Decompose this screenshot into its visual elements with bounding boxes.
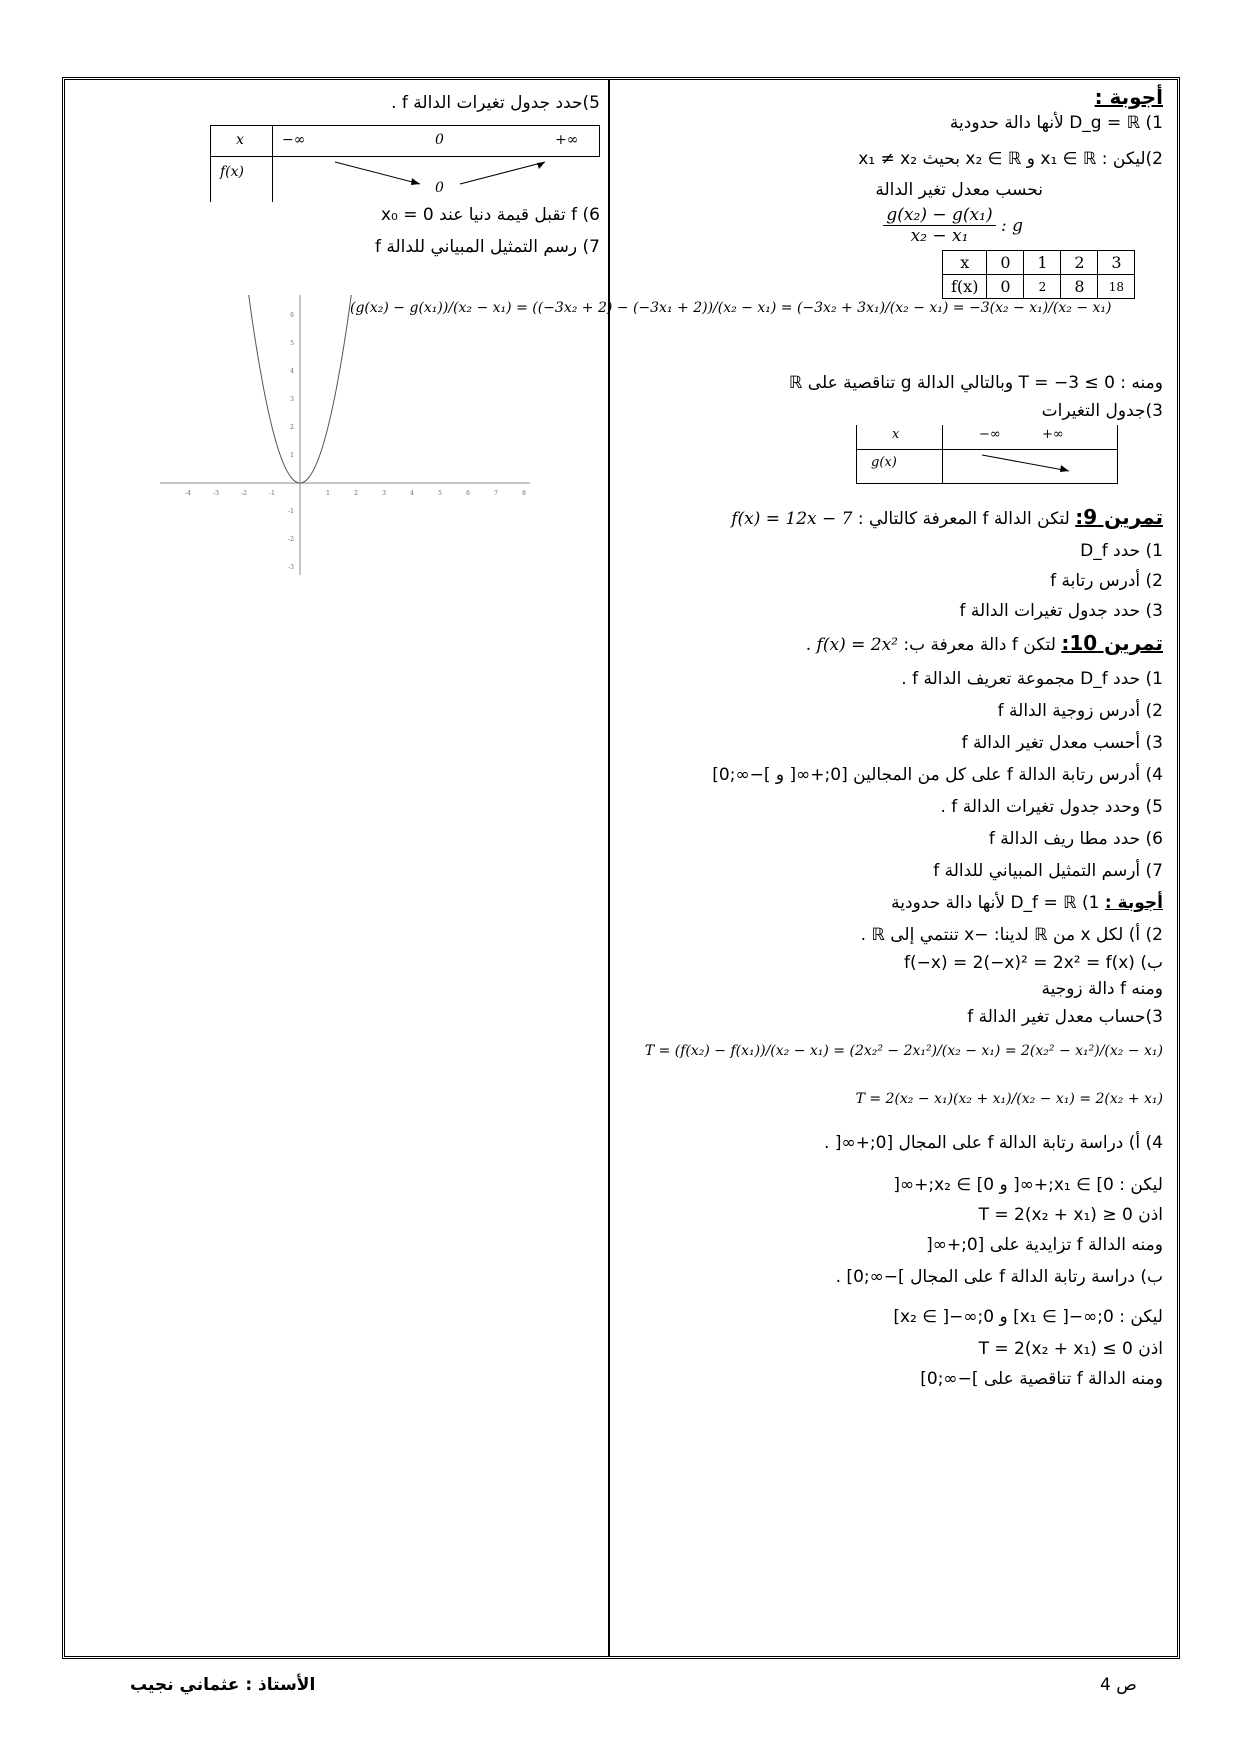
left-q7: 7) رسم التمثيل المبياني للدالة f xyxy=(374,237,600,257)
y-tick-label: 5 xyxy=(290,340,294,347)
column-divider xyxy=(608,80,610,1656)
teacher-name: الأستاذ : عثماني نجيب xyxy=(130,1675,316,1695)
values-cell: 0 xyxy=(987,251,1024,275)
y-tick-label: 2 xyxy=(290,424,294,431)
ans2-4e: ب) دراسة رتابة الدالة f على المجال ]−∞;0] . xyxy=(835,1267,1163,1287)
ex10-q7: 7) أرسم التمثيل المبياني للدالة f xyxy=(933,861,1163,881)
answer-1: 1) D_g = ℝ لأنها دالة حدودية xyxy=(949,113,1163,133)
y-tick-label: -3 xyxy=(288,564,294,571)
rate-fraction xyxy=(883,205,1023,247)
rate-numerator: g(x₂) − g(x₁) xyxy=(883,205,995,226)
x-tick-label: -2 xyxy=(241,490,247,497)
y-tick-label: 4 xyxy=(290,368,294,375)
x-tick-label: 8 xyxy=(522,490,526,497)
ex9-q1: 1) حدد D_f xyxy=(1080,541,1163,561)
x-tick-label: -3 xyxy=(213,490,219,497)
values-table xyxy=(942,250,1135,299)
values-cell: f(x) xyxy=(943,275,987,299)
ex10-q1: 1) حدد D_f مجموعة تعريف الدالة f . xyxy=(901,669,1163,689)
ex10-q5: 5) وحدد جدول تغيرات الدالة f . xyxy=(940,797,1163,817)
page-number: ص 4 xyxy=(1100,1675,1137,1695)
difference-quotient-calc: (g(x₂) − g(x₁))/(x₂ − x₁) = ((−3x₂ + 2) − (−3x₁ + 2))/(x₂ − x₁) = (−3x₂ + 3x₁)/(x₂ − x₁) = −3(x₂ − x₁)/(x₂ − x₁) xyxy=(350,300,1112,316)
x-tick-label: 4 xyxy=(410,490,414,497)
x-tick-label: -1 xyxy=(269,490,275,497)
answers-title: أجوبة : xyxy=(1094,85,1163,109)
ans2-4b: ليكن : x₁ ∈ [0;+∞[ و x₂ ∈ [0;+∞[ xyxy=(893,1175,1163,1195)
y-tick-label: 3 xyxy=(290,396,294,403)
var-f-zero: 0 xyxy=(435,132,444,148)
y-tick-label: 6 xyxy=(290,312,294,319)
x-tick-label: 6 xyxy=(466,490,470,497)
ans2-4h: ومنه الدالة f تناقصية على ]−∞;0] xyxy=(920,1369,1163,1389)
ans2-title: أجوبة : xyxy=(1104,893,1163,913)
ans2-4a: 4) أ) دراسة رتابة الدالة f على المجال [0;+∞[ . xyxy=(824,1133,1163,1153)
exercise-9 xyxy=(731,505,1163,529)
rate-label: : g xyxy=(1000,215,1023,236)
var-f-ninf: −∞ xyxy=(282,132,306,148)
answers-2 xyxy=(891,893,1163,913)
values-cell: 8 xyxy=(1061,275,1098,299)
var-g-label: g(x) xyxy=(871,455,897,470)
answer-2b: نحسب معدل تغير الدالة xyxy=(875,180,1043,200)
ex9-q3: 3) حدد جدول تغيرات الدالة f xyxy=(959,601,1163,621)
ans2-4d: ومنه الدالة f تزايدية على [0;+∞[ xyxy=(926,1235,1163,1255)
x-tick-label: 1 xyxy=(326,490,330,497)
variation-arrows xyxy=(280,158,590,198)
values-cell: x xyxy=(943,251,987,275)
x-tick-label: 7 xyxy=(494,490,498,497)
values-cell: 3 xyxy=(1098,251,1135,275)
answer-2: 2)ليكن : x₁ ∈ ℝ و x₂ ∈ ℝ بحيث x₁ ≠ x₂ xyxy=(858,149,1163,169)
exercise-10 xyxy=(806,631,1163,655)
x-tick-label: -4 xyxy=(185,490,191,497)
values-cell: 1 xyxy=(1024,251,1061,275)
variation-table-g xyxy=(856,425,1118,484)
var-f-pinf: +∞ xyxy=(555,132,579,148)
rate-T1: T = (f(x₂) − f(x₁))/(x₂ − x₁) = (2x₂² − 2x₁²)/(x₂ − x₁) = 2(x₂² − x₁²)/(x₂ − x₁) xyxy=(644,1043,1163,1059)
ans2-2c: ومنه f دالة زوجية xyxy=(1041,979,1163,999)
values-cell: 2 xyxy=(1024,275,1061,299)
x-tick-label: 5 xyxy=(438,490,442,497)
left-q6: 6) f تقبل قيمة دنيا عند x₀ = 0 xyxy=(381,205,600,225)
ans2-4f: ليكن : x₁ ∈ ]−∞;0] و x₂ ∈ ]−∞;0] xyxy=(893,1307,1163,1327)
var-f-label: f(x) xyxy=(220,164,245,180)
var-ninf: −∞ xyxy=(979,427,1001,442)
ex9-formula: f(x) = 12x − 7 xyxy=(731,509,853,529)
values-cell: 2 xyxy=(1061,251,1098,275)
y-tick-label: 1 xyxy=(290,452,294,459)
y-tick-label: -2 xyxy=(288,536,294,543)
ans2-1: 1) D_f = ℝ لأنها دالة حدودية xyxy=(891,893,1100,913)
var-pinf: +∞ xyxy=(1042,427,1064,442)
var-x-label: x xyxy=(892,427,900,442)
ex10-text: لتكن f دالة معرفة ب: xyxy=(903,635,1056,655)
rate-denominator: x₂ − x₁ xyxy=(910,226,969,247)
decreasing-arrow xyxy=(977,451,1077,477)
left-q5: 5)حدد جدول تغيرات الدالة f . xyxy=(391,93,600,113)
ex9-q2: 2) أدرس رتابة f xyxy=(1050,571,1163,591)
ex10-q2: 2) أدرس زوجية الدالة f xyxy=(997,701,1163,721)
values-row-x xyxy=(943,251,1135,275)
ans2-2a: 2) أ) لكل x من ℝ لدينا: −x تنتمي إلى ℝ . xyxy=(860,925,1163,945)
var-f-x-label: x xyxy=(236,132,244,148)
values-row-f xyxy=(943,275,1135,299)
ex9-title: تمرين 9: xyxy=(1075,505,1163,529)
rate-T2: T = 2(x₂ − x₁)(x₂ + x₁)/(x₂ − x₁) = 2(x₂ + x₁) xyxy=(855,1091,1163,1107)
ans2-4c: اذن T = 2(x₂ + x₁) ≥ 0 xyxy=(978,1205,1163,1225)
ans2-3: 3)حساب معدل تغير الدالة f xyxy=(967,1007,1163,1027)
ex10-q4: 4) أدرس رتابة الدالة f على كل من المجالين [0;+∞[ و ]−∞;0] xyxy=(712,765,1163,785)
ans2-4g: اذن T = 2(x₂ + x₁) ≤ 0 xyxy=(978,1339,1163,1359)
values-cell: 0 xyxy=(987,275,1024,299)
ex10-title: تمرين 10: xyxy=(1061,631,1163,655)
var-f-min: 0 xyxy=(435,180,444,196)
parabola-curve xyxy=(244,295,355,483)
y-tick-label: -1 xyxy=(288,508,294,515)
ex10-formula: . f(x) = 2x² xyxy=(805,635,898,655)
answer-3: 3)جدول التغيرات xyxy=(1041,401,1163,421)
x-tick-label: 3 xyxy=(382,490,386,497)
parabola-graph xyxy=(160,295,560,595)
values-cell: 18 xyxy=(1098,275,1135,299)
ex10-q6: 6) حدد مطا ريف الدالة f xyxy=(988,829,1163,849)
variation-table-f xyxy=(210,125,600,202)
ex10-q3: 3) أحسب معدل تغير الدالة f xyxy=(961,733,1163,753)
conclusion: ومنه : T = −3 ≤ 0 وبالتالي الدالة g تناقصية على ℝ xyxy=(788,373,1163,393)
x-tick-label: 2 xyxy=(354,490,358,497)
ex9-text: لتكن الدالة f المعرفة كالتالي : xyxy=(857,509,1070,529)
ans2-2b: ب) f(−x) = 2(−x)² = 2x² = f(x) xyxy=(904,953,1163,973)
